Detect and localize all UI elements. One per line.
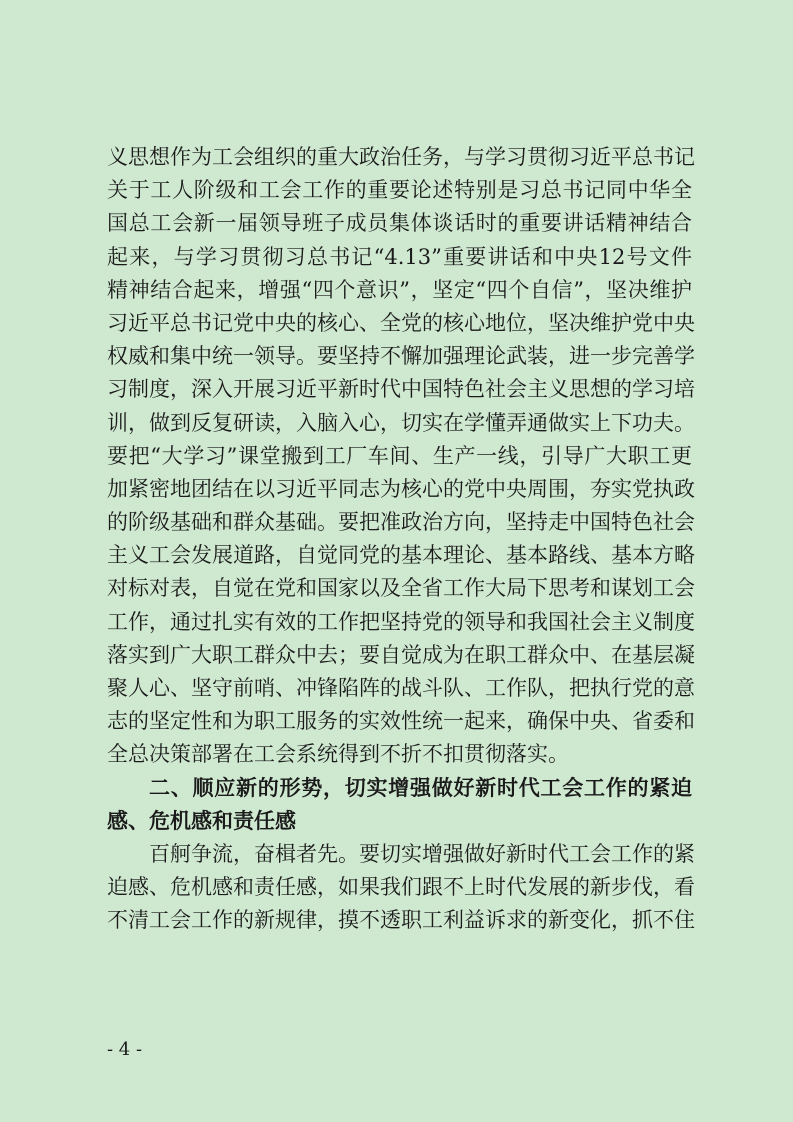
text-line: 习近平总书记党中央的核心、全党的核心地位，坚决维护党中央 bbox=[107, 310, 695, 335]
page-number: - 4 - bbox=[107, 1039, 143, 1060]
text-line: 要把“大学习”课堂搬到工厂车间、生产一线，引导广大职工更 bbox=[107, 443, 692, 468]
section-heading-continued: 感、危机感和责任感 bbox=[107, 808, 296, 833]
text-line: 迫感、危机感和责任感，如果我们跟不上时代发展的新步伐，看 bbox=[107, 875, 695, 900]
text-line: 不清工会工作的新规律，摸不透职工利益诉求的新变化，抓不住 bbox=[107, 908, 695, 933]
text-line: 国总工会新一届领导班子成员集体谈话时的重要讲话精神结合 bbox=[107, 211, 692, 236]
text-line: 关于工人阶级和工会工作的重要论述特别是习总书记同中华全 bbox=[107, 178, 692, 203]
text-line: 全总决策部署在工会系统得到不折不扣贯彻落实。 bbox=[107, 742, 569, 767]
text-line: 工作，通过扎实有效的工作把坚持党的领导和我国社会主义制度 bbox=[107, 609, 695, 634]
text-line: 的阶级基础和群众基础。要把准政治方向，坚持走中国特色社会 bbox=[107, 510, 695, 535]
section-heading: 二、顺应新的形势，切实增强做好新时代工会工作的紧迫 bbox=[149, 775, 692, 800]
text-line: 义思想作为工会组织的重大政治任务，与学习贯彻习近平总书记 bbox=[107, 145, 695, 169]
text-line: 习制度，深入开展习近平新时代中国特色社会主义思想的学习培 bbox=[107, 377, 695, 402]
text-line: 权威和集中统一领导。要坚持不懈加强理论武装，进一步完善学 bbox=[107, 344, 695, 369]
text-line: 对标对表，自觉在党和国家以及全省工作大局下思考和谋划工会 bbox=[107, 576, 695, 601]
text-line: 志的坚定性和为职工服务的实效性统一起来，确保中央、省委和 bbox=[107, 709, 695, 734]
text-line: 百舸争流，奋楫者先。要切实增强做好新时代工会工作的紧 bbox=[149, 841, 695, 866]
body-text bbox=[107, 141, 695, 938]
text-line: 加紧密地团结在以习近平同志为核心的党中央周围，夯实党执政 bbox=[107, 476, 695, 501]
text-line: 精神结合起来，增强“四个意识”，坚定“四个自信”，坚决维护 bbox=[107, 277, 692, 302]
text-line: 起来，与学习贯彻习总书记“4.13”重要讲话和中央12号文件 bbox=[107, 244, 692, 269]
text-line: 落实到广大职工群众中去；要自觉成为在职工群众中、在基层凝 bbox=[107, 642, 695, 667]
text-line: 聚人心、坚守前哨、冲锋陷阵的战斗队、工作队，把执行党的意 bbox=[107, 676, 695, 700]
text-line: 主义工会发展道路，自觉同党的基本理论、基本路线、基本方略 bbox=[107, 543, 695, 568]
text-line: 训，做到反复研读，入脑入心，切实在学懂弄通做实上下功夫。 bbox=[107, 410, 695, 435]
